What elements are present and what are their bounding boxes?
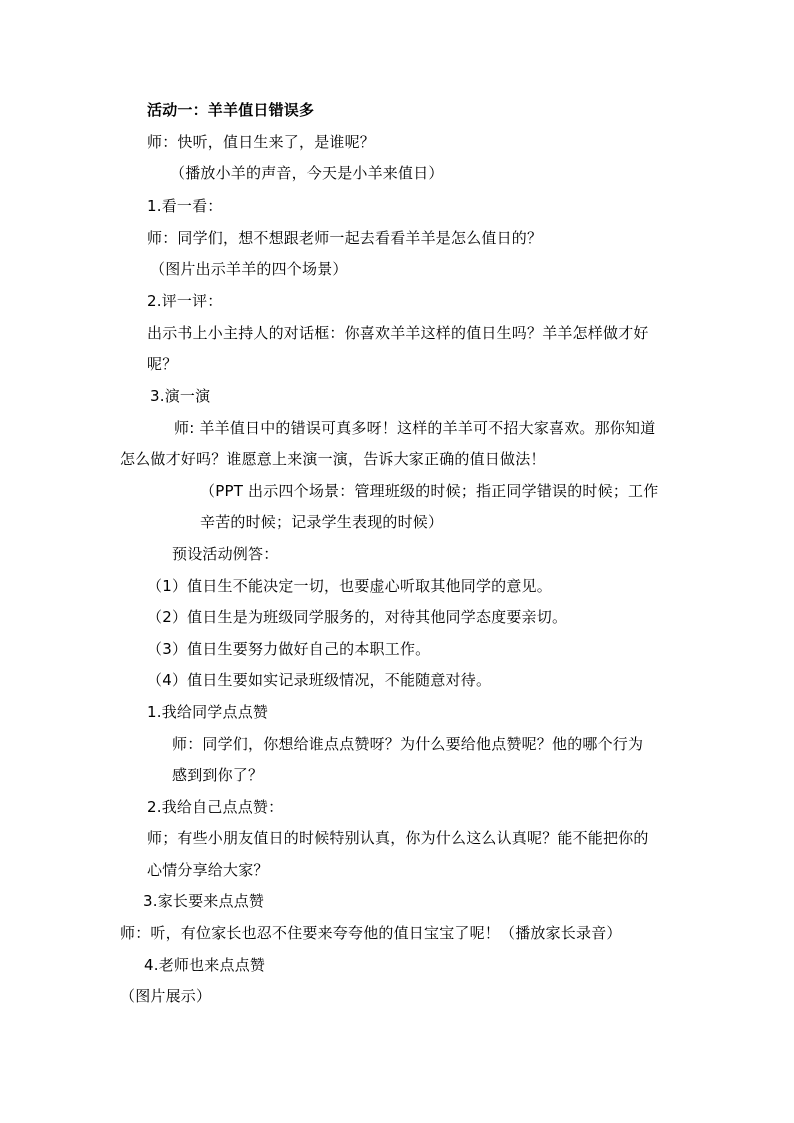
stage-note-ppt: （PPT 出示四个场景：管理班级的时候；指正同学错误的时候；工作 — [200, 482, 659, 500]
step-look: 1.看一看： — [147, 197, 223, 215]
teacher-line-praise-classmate: 师：同学们，你想给谁点点赞呀？为什么要给他点赞呢？他的哪个行为 — [172, 735, 644, 753]
step-praise-self: 2.我给自己点点赞： — [147, 798, 284, 816]
step-parent-praise: 3.家长要来点点赞 — [143, 892, 265, 910]
preset-answers-heading: 预设活动例答： — [172, 545, 279, 563]
step-evaluate: 2.评一评： — [147, 292, 223, 310]
stage-note-sheep-voice: （播放小羊的声音，今天是小羊来值日） — [170, 164, 444, 182]
teacher-line-praise-self: 师；有些小朋友值日的时候特别认真，你为什么这么认真呢？能不能把你的 — [147, 829, 649, 847]
teacher-line-praise-self-cont: 心情分享给大家？ — [147, 861, 269, 879]
step-act: 3.演一演 — [150, 387, 211, 405]
teacher-line-parent-praise: 师：听，有位家长也忍不住要来夸夸他的值日宝宝了呢！（播放家长录音） — [120, 924, 622, 942]
answer-4: （4）值日生要如实记录班级情况，不能随意对待。 — [147, 671, 492, 689]
section-heading: 活动一：羊羊值日错误多 — [147, 101, 315, 119]
teacher-line-act: 师: 羊羊值日中的错误可真多呀！这样的羊羊可不招大家喜欢。那你知道 — [174, 419, 656, 437]
teacher-line-praise-classmate-cont: 感到到你了？ — [172, 766, 264, 784]
teacher-line-look: 师：同学们，想不想跟老师一起去看看羊羊是怎么值日的？ — [147, 229, 543, 247]
dialog-box-text-cont: 呢？ — [147, 355, 178, 373]
answer-2: （2）值日生是为班级同学服务的，对待其他同学态度要亲切。 — [147, 608, 568, 626]
step-praise-classmate: 1.我给同学点点赞 — [147, 703, 269, 721]
answer-3: （3）值日生要努力做好自己的本职工作。 — [147, 640, 431, 658]
step-teacher-praise: 4.老师也来点点赞 — [144, 956, 266, 974]
dialog-box-text: 出示书上小主持人的对话框：你喜欢羊羊这样的值日生吗？羊羊怎样做才好 — [147, 324, 649, 342]
stage-note-image-show: （图片展示） — [120, 987, 212, 1005]
teacher-line-act-cont: 怎么做才好吗？谁愿意上来演一演，告诉大家正确的值日做法！ — [120, 450, 546, 468]
teacher-line-listen: 师：快听，值日生来了，是谁呢？ — [147, 133, 376, 151]
stage-note-ppt-cont: 辛苦的时候；记录学生表现的时候） — [200, 513, 444, 531]
stage-note-four-scenes: （图片出示羊羊的四个场景） — [150, 260, 348, 278]
answer-1: （1）值日生不能决定一切，也要虚心听取其他同学的意见。 — [147, 577, 552, 595]
